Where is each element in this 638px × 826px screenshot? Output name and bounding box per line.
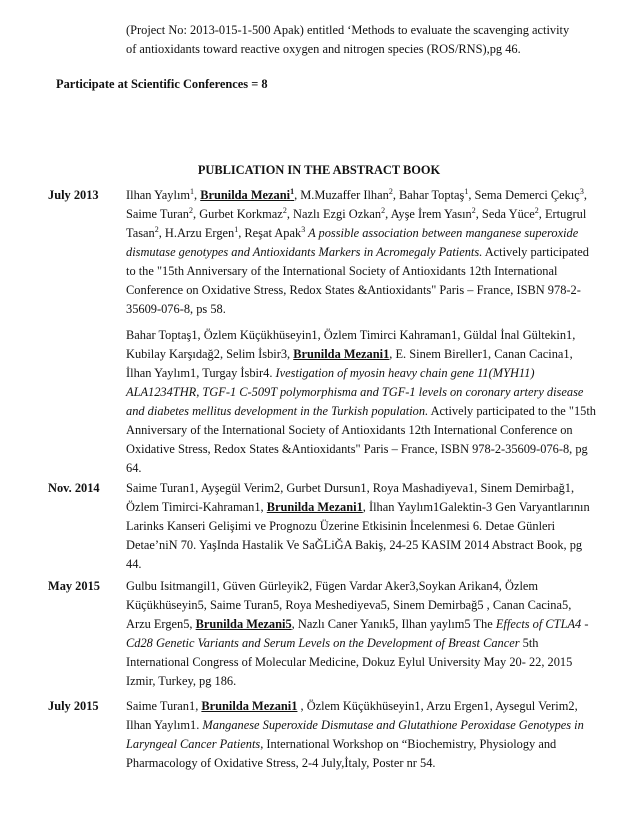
section-title: PUBLICATION IN THE ABSTRACT BOOK	[197, 163, 441, 177]
entry-date: May 2015	[48, 579, 100, 593]
highlighted-author: Brunilda Mezani1	[266, 500, 363, 514]
entry-date: Nov. 2014	[48, 481, 100, 495]
entry-paragraph: Bahar Toptaş1, Özlem Küçükhüseyin1, Özlem Timirci Kahraman1, Güldal İnal Gültekin1, Kubilay Karşıdağ2, Selim İsbir3, Brunilda Mezani1, E. Sinem Bireller1, Canan Cacina1, İlhan Yaylım1, Turgay İsbir4. Ivestigation of myosin heavy chain gene 11(MYH11) ALA1234THR, TGF-1 C-509T polymorphisma and TGF-1 levels on coronary artery disease and diabetes mellitus development in the Turkish population. Actively participated to the "15th Anniversary of the International Society of Antioxidants 12th International Conference on Oxidative Stress, Redox States &Antioxidants" Paris – France, ISBN 978-2-35609-076-8, pg 64.	[126, 328, 596, 475]
abstract-title: Ivestigation of myosin heavy chain gene 11(MYH11) ALA1234THR, TGF-1 C-509T polymorphisma and TGF-1 levels on coronary artery disease and diabetes mellitus development in the Turkish population.	[126, 366, 584, 418]
project-continuation	[126, 21, 596, 59]
abstract-title: Manganese Superoxide Dismutase and Glutathione Peroxidase Genotypes in Laryngeal Cancer Patients	[126, 718, 584, 751]
highlighted-author: Brunilda Mezani5	[195, 617, 292, 631]
highlighted-author: Brunilda Mezani1	[201, 699, 298, 713]
highlighted-author: Brunilda Mezani$^1$	[200, 186, 295, 202]
abstract-title: A possible association between manganese superoxide dismutase genotypes and Antioxidants Markers in Acromegaly Patients.	[126, 226, 579, 259]
project-line-1: (Project No: 2013-015-1-500 Apak) entitled ‘Methods to evaluate the scavenging activity	[126, 23, 570, 37]
entry-date: July 2013	[48, 188, 99, 202]
abstract-title: Effects of CTLA4 -Cd28 Genetic Variants and Serum Levels on the Development of Breast Cancer	[126, 617, 589, 650]
entry-paragraph: Ilhan Yaylım$^1$, Brunilda Mezani$^1$, M.Muzaffer Ilhan$^2$, Bahar Toptaş$^1$, Sema Demerci Çekıç$^3$, Saime Turan$^2$, Gurbet Korkmaz$^2$, Nazlı Ezgi Ozkan$^2$, Ayşe İrem Yasın$^2$, Seda Yüce$^2$, Ertugrul Tasan$^2$, H.Arzu Ergen$^1$, Reşat Apak$^3$ A possible association between manganese superoxide dismutase genotypes and Antioxidants Markers in Acromegaly Patients. Actively participated to the "15th Anniversary of the International Society of Antioxidants 12th International Conference on Oxidative Stress, Redox States &Antioxidants" Paris – France, ISBN 978-2-35609-076-8, ps 58.	[126, 186, 589, 316]
highlighted-author: Brunilda Mezani1	[293, 347, 390, 361]
entry-paragraph: Gulbu Isitmangil1, Güven Gürleyik2, Fügen Vardar Aker3,Soykan Arikan4, Özlem Küçükhüseyin5, Saime Turan5, Roya Meshediyeva5, Sinem Demirbağ5 , Canan Cacina5, Arzu Ergen5, Brunilda Mezani5, Nazlı Caner Yanık5, Ilhan yaylım5 The Effects of CTLA4 -Cd28 Genetic Variants and Serum Levels on the Development of Breast Cancer 5th International Congress of Molecular Medicine, Dokuz Eylul University May 20- 22, 2015 Izmir, Turkey, pg 186.	[126, 579, 589, 688]
entry-paragraph: Saime Turan1, Ayşegül Verim2, Gurbet Dursun1, Roya Mashadiyeva1, Sinem Demirbağ1, Özlem Timirci-Kahraman1, Brunilda Mezani1, İlhan Yaylım1Galektin-3 Gen Varyantlarının Larinks Kanseri Gelişimi ve Prognozu Üzerine Etkisinin İncelenmesi 6. Detae Günleri Detae’niN 70. YaşInda Hastalik Ve SaĞLiĞA Bakiş, 24-25 KASIM 2014 Abstract Book, pg 44.	[126, 481, 590, 571]
entry-paragraph: Saime Turan1, Brunilda Mezani1 , Özlem Küçükhüseyin1, Arzu Ergen1, Aysegul Verim2, Ilhan Yaylım1. Manganese Superoxide Dismutase and Glutathione Peroxidase Genotypes in Laryngeal Cancer Patients, International Workshop on “Biochemistry, Physiology and Pharmacology of Oxidative Stress, 2-4 July,İtaly, Poster nr 54.	[126, 699, 584, 770]
participate-heading: Participate at Scientific Conferences = 8	[56, 77, 268, 91]
project-line-2: of antioxidants toward reactive oxygen and nitrogen species (ROS/RNS),pg 46.	[126, 42, 521, 56]
entry-date: July 2015	[48, 699, 99, 713]
